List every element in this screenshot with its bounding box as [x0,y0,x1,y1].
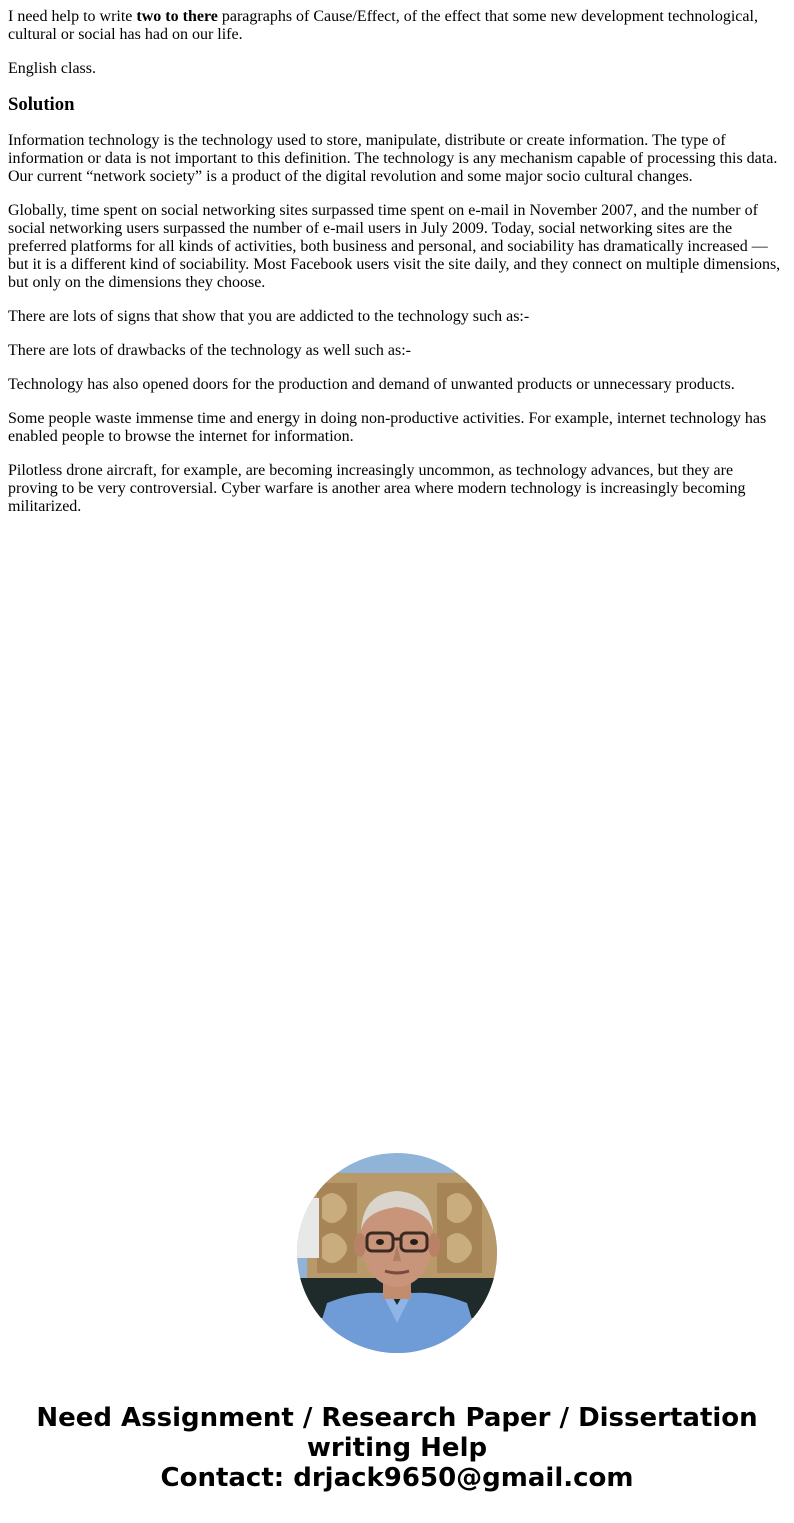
question-prefix: I need help to write [8,8,137,25]
question-bold-phrase: two to there [136,8,218,25]
solution-paragraph: Pilotless drone aircraft, for example, are becoming increasingly uncommon, as technology advances, but they are proving to be very controversial. Cyber warfare is another area where modern technology is increasingly becoming militarized. [8,462,746,515]
solution-paragraph: There are lots of signs that show that you are addicted to the technology such as:- [8,308,530,325]
article-body [8,8,784,532]
solution-paragraph: Globally, time spent on social networking sites surpassed time spent on e-mail in November 2007, and the number of social networking users surpassed the number of e-mail users in July 2009. Today, social networking sites are the preferred platforms for all kinds of activities, both business and personal, and sociability has dramatically increased — but it is a different kind of sociability. Most Facebook users visit the site daily, and they connect on multiple dimensions, but only on the dimensions they choose. [8,202,781,291]
solution-paragraph: Technology has also opened doors for the production and demand of unwanted products or unnecessary products. [8,376,735,393]
solution-paragraph: Some people waste immense time and energy in doing non-productive activities. For example, internet technology has enabled people to browse the internet for information. [8,410,767,445]
class-note: English class. [8,60,96,77]
footer-contact-email: Contact: drjack9650@gmail.com [160,1463,634,1493]
solution-paragraph: There are lots of drawbacks of the technology as well such as:- [8,342,411,359]
footer-line-2: writing Help [306,1433,488,1463]
author-avatar [297,1153,497,1353]
solution-paragraph: Information technology is the technology used to store, manipulate, distribute or create information. The type of information or data is not important to this definition. The technology is any mechanism capable of processing this data. Our current “network society” is a product of the digital revolution and some major socio cultural changes. [8,132,778,185]
contact-footer [0,1403,794,1493]
question-text [8,8,784,44]
question-suffix: paragraphs of Cause/Effect, of the effect that some new development technological, cultural or social has had on our life. [8,8,758,43]
author-photo-icon [297,1153,497,1353]
footer-line-1: Need Assignment / Research Paper / Dissertation [36,1403,758,1433]
solution-heading: Solution [8,94,75,115]
